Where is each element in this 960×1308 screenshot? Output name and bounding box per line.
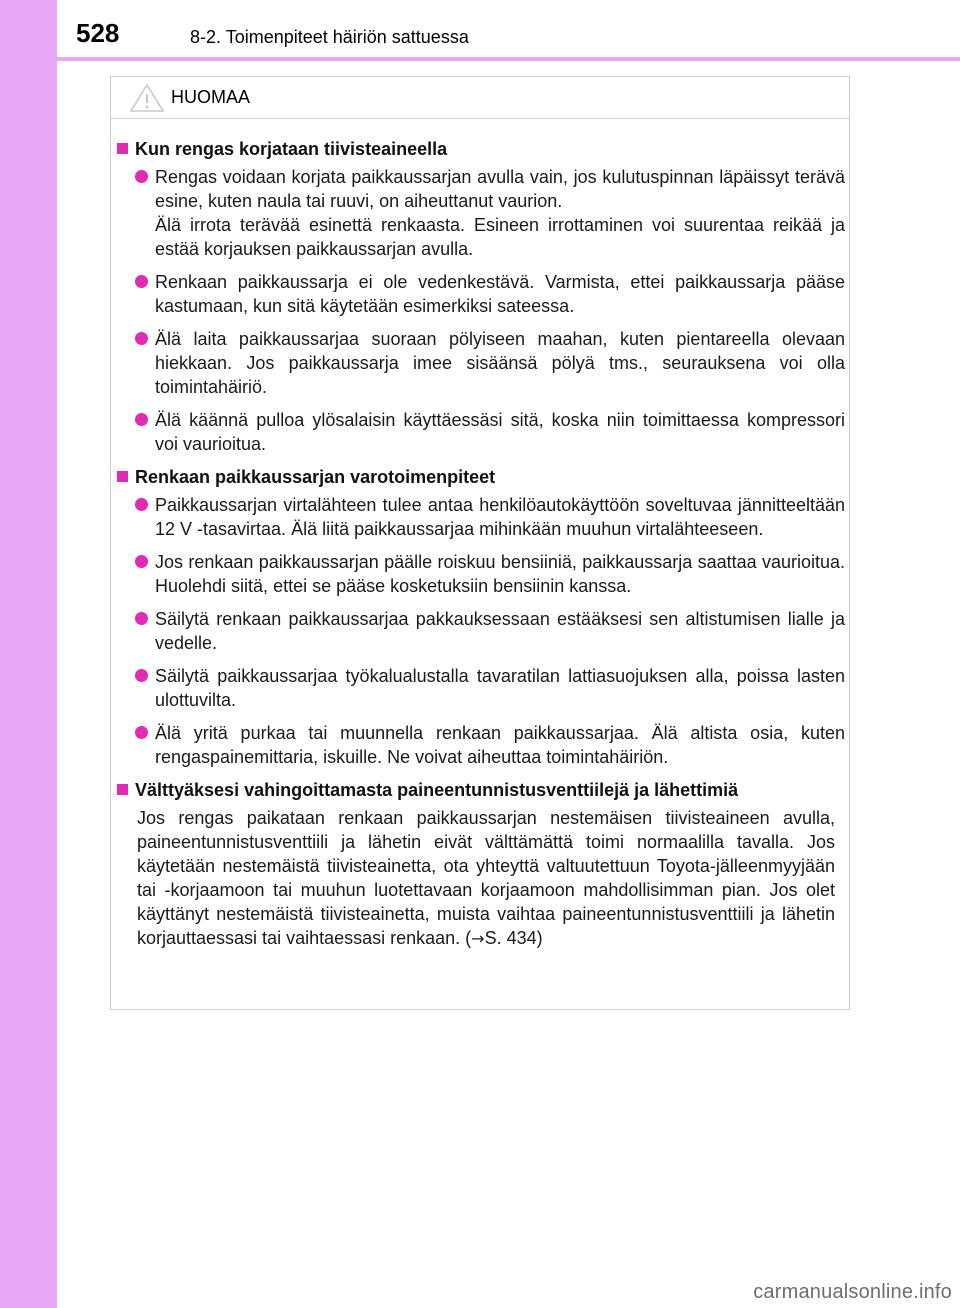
bullet-dot-icon bbox=[135, 726, 148, 739]
section-heading bbox=[117, 778, 845, 802]
square-bullet-icon bbox=[117, 471, 128, 482]
notice-header bbox=[111, 77, 849, 119]
bullet-item bbox=[117, 721, 845, 769]
bullet-text: Paikkaussarjan virtalähteen tulee antaa henkilöautokäyttöön soveltuvaa jännitteeltään 12 V -tasavirtaa. Älä liitä paikkaussarjaa mihinkään muuhun virtalähteeseen. bbox=[155, 495, 845, 539]
section-heading bbox=[117, 465, 845, 489]
header-rule bbox=[57, 57, 960, 61]
bullet-item bbox=[117, 607, 845, 655]
bullet-text: Älä yritä purkaa tai muunnella renkaan paikkaussarjaa. Älä altista osia, kuten rengaspainemittaria, iskuille. Ne voivat aiheuttaa toimintahäiriön. bbox=[155, 723, 845, 767]
page-reference: S. 434) bbox=[484, 928, 543, 948]
bullet-dot-icon bbox=[135, 332, 148, 345]
section-paragraph bbox=[117, 806, 845, 951]
bullet-text: Säilytä paikkaussarjaa työkalualustalla tavaratilan lattiasuojuksen alla, poissa lasten ulottuvilta. bbox=[155, 666, 845, 710]
square-bullet-icon bbox=[117, 143, 128, 154]
bullet-dot-icon bbox=[135, 612, 148, 625]
bullet-text: Älä irrota terävää esinettä renkaasta. Esineen irrottaminen voi suurentaa reikää ja estää korjauksen paikkaussarjan avulla. bbox=[155, 215, 845, 259]
bullet-item bbox=[117, 664, 845, 712]
section-heading bbox=[117, 137, 845, 161]
section-heading-text: Välttyäksesi vahingoittamasta paineentunnistusventtiilejä ja lähettimiä bbox=[135, 780, 739, 800]
bullet-dot-icon bbox=[135, 555, 148, 568]
bullet-text: Renkaan paikkaussarja ei ole vedenkestävä. Varmista, ettei paikkaussarja pääse kastumaan, kun sitä käytetään esimerkiksi sateessa. bbox=[155, 272, 845, 316]
bullet-item bbox=[117, 408, 845, 456]
bullet-dot-icon bbox=[135, 669, 148, 682]
bullet-text: Rengas voidaan korjata paikkaussarjan avulla vain, jos kulutuspinnan läpäissyt terävä esine, kuten naula tai ruuvi, on aiheuttanut vaurion. bbox=[155, 167, 845, 211]
watermark: carmanualsonline.info bbox=[753, 1281, 952, 1303]
bullet-text: Älä käännä pulloa ylösalaisin käyttäessäsi sitä, koska niin toimittaessa kompressori voi vaurioitua. bbox=[155, 410, 845, 454]
bullet-dot-icon bbox=[135, 413, 148, 426]
page-number: 528 bbox=[76, 18, 120, 48]
paragraph-text: Jos rengas paikataan renkaan paikkaussarjan nestemäisen tiivisteaineen avulla, paineentunnistusventtiili ja lähetin eivät välttämättä toimi normaalilla tavalla. Jos käytetään nestemäistä tiivisteainetta, ota yhteyttä valtuutettuun Toyota-jälleenmyyjään tai -korjaamoon tai muuhun luotettavaan korjaamoon mahdollisimman pian. Jos olet käyttänyt nestemäistä tiivisteainetta, muista vaihtaa paineentunnistusventtiili ja lähetin korjauttaessasi tai vaihtaessasi renkaan. ( bbox=[137, 808, 835, 948]
arrow-icon: → bbox=[471, 929, 485, 948]
bullet-item bbox=[117, 270, 845, 318]
bullet-text: Älä laita paikkaussarjaa suoraan pölyiseen maahan, kuten pientareella olevaan hiekkaan. Jos paikkaussarja imee sisäänsä pölyä tms., seurauksena voi olla toimintahäiriö. bbox=[155, 329, 845, 397]
side-color-band bbox=[0, 0, 57, 1308]
section-heading-text: Renkaan paikkaussarjan varotoimenpiteet bbox=[135, 467, 496, 487]
bullet-item bbox=[117, 327, 845, 399]
bullet-text: Säilytä renkaan paikkaussarjaa pakkauksessaan estääksesi sen altistumisen lialle ja vedelle. bbox=[155, 609, 845, 653]
bullet-item bbox=[117, 550, 845, 598]
notice-box bbox=[110, 76, 850, 1010]
section-heading-text: Kun rengas korjataan tiivisteaineella bbox=[135, 139, 448, 159]
bullet-item bbox=[117, 165, 845, 261]
section-title: 8-2. Toimenpiteet häiriön sattuessa bbox=[190, 27, 469, 47]
bullet-text: Jos renkaan paikkaussarjan päälle roiskuu bensiiniä, paikkaussarja saattaa vaurioitua. Huolehdi siitä, ettei se pääse kosketuksiin bensiinin kanssa. bbox=[155, 552, 845, 596]
notice-label: HUOMAA bbox=[171, 87, 251, 107]
bullet-item bbox=[117, 493, 845, 541]
bullet-dot-icon bbox=[135, 498, 148, 511]
notice-content bbox=[117, 137, 845, 951]
bullet-dot-icon bbox=[135, 275, 148, 288]
warning-triangle-icon bbox=[129, 83, 165, 118]
bullet-dot-icon bbox=[135, 170, 148, 183]
square-bullet-icon bbox=[117, 784, 128, 795]
